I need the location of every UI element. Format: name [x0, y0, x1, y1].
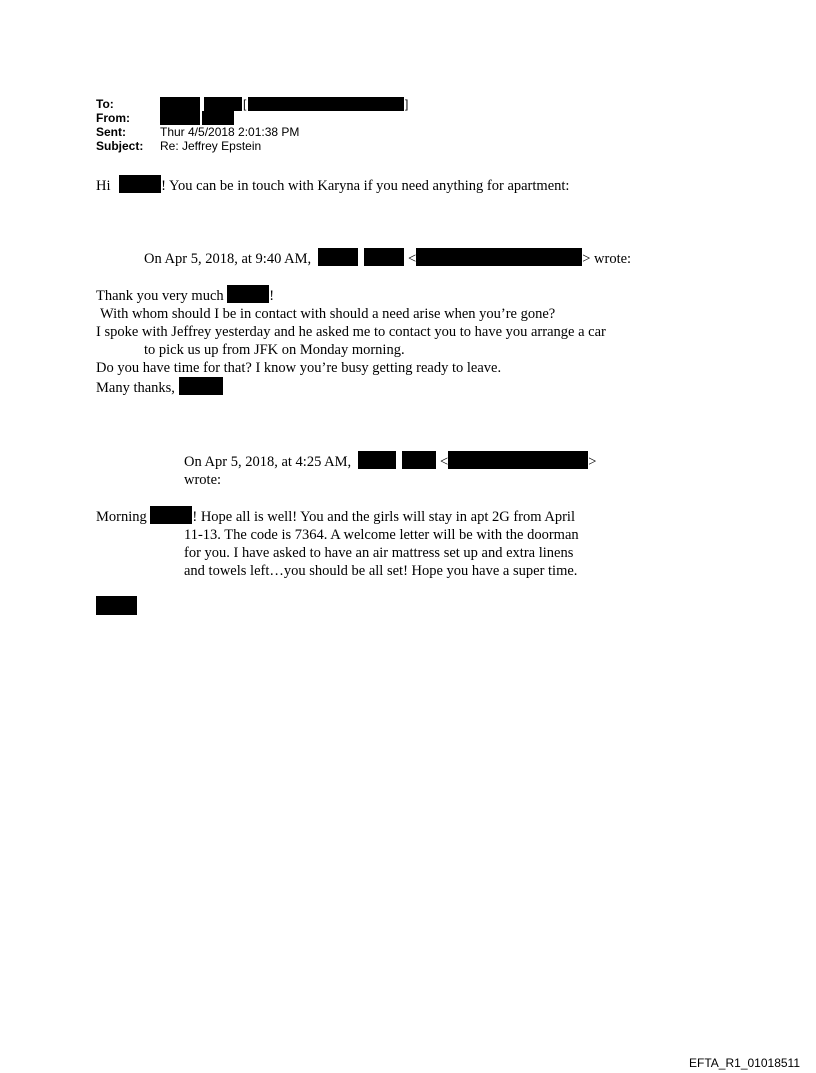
quote2-lt: < — [440, 454, 449, 470]
quote2-gt: > — [588, 454, 597, 470]
quote2-greeting: Morning — [96, 509, 147, 525]
subject-value: Re: Jeffrey Epstein — [160, 139, 262, 153]
redaction-block — [160, 111, 200, 125]
quote1-line1-end: ! — [269, 288, 275, 304]
quote2-body — [96, 506, 579, 580]
reply-greeting: Hi — [96, 178, 111, 194]
redaction-block — [179, 377, 223, 395]
quote1-body — [96, 285, 606, 397]
redaction-block — [248, 97, 404, 111]
quote2-line3: for you. I have asked to have an air mattress set up and extra linens — [184, 545, 574, 561]
quote1-line1: Thank you very much — [96, 288, 224, 304]
quote1-line5: Do you have time for that? I know you’re busy getting ready to leave. — [96, 360, 502, 376]
redaction-block — [204, 97, 242, 111]
redaction-block — [227, 285, 269, 303]
redaction-block — [160, 97, 200, 111]
redaction-block — [150, 506, 192, 524]
redaction-block — [364, 248, 404, 266]
redaction-block — [416, 248, 582, 266]
reply-text: ! You can be in touch with Karyna if you need anything for apartment: — [161, 178, 570, 194]
bracket-open: [ — [243, 97, 247, 111]
sent-label: Sent: — [96, 125, 126, 139]
quote2-line1: ! Hope all is well! You and the girls will stay in apt 2G from April — [192, 509, 575, 525]
redaction-block — [358, 451, 396, 469]
quote2-line4: and towels left…you should be all set! Hope you have a super time. — [184, 563, 578, 579]
redaction-block — [448, 451, 588, 469]
quote1-line2: With whom should I be in contact with should a need arise when you’re gone? — [100, 306, 556, 322]
email-header — [96, 97, 409, 153]
quote1-prefix: On Apr 5, 2018, at 9:40 AM, — [144, 251, 312, 267]
redaction-block — [402, 451, 436, 469]
bracket-close: ] — [405, 97, 409, 111]
sent-value: Thur 4/5/2018 2:01:38 PM — [160, 125, 300, 139]
quote1-line6: Many thanks, — [96, 380, 175, 396]
quote2-header — [184, 451, 596, 489]
quote1-header — [144, 248, 631, 268]
quote2-prefix: On Apr 5, 2018, at 4:25 AM, — [184, 454, 352, 470]
quote2-line2: 11-13. The code is 7364. A welcome letter will be with the doorman — [184, 527, 579, 543]
quote2-wrote: wrote: — [184, 472, 222, 488]
from-label: From: — [96, 111, 130, 125]
document-id: EFTA_R1_01018511 — [689, 1056, 800, 1070]
redaction-block — [119, 175, 161, 193]
reply-line — [96, 175, 569, 195]
quote1-suffix: > wrote: — [582, 251, 632, 267]
quote1-line4: to pick us up from JFK on Monday morning. — [144, 342, 405, 358]
to-label: To: — [96, 97, 114, 111]
redaction-block — [318, 248, 358, 266]
quote1-lt: < — [408, 251, 417, 267]
signature-redaction — [96, 596, 137, 615]
redaction-block — [202, 111, 234, 125]
quote1-line3: I spoke with Jeffrey yesterday and he asked me to contact you to have you arrange a car — [96, 324, 606, 340]
subject-label: Subject: — [96, 139, 144, 153]
